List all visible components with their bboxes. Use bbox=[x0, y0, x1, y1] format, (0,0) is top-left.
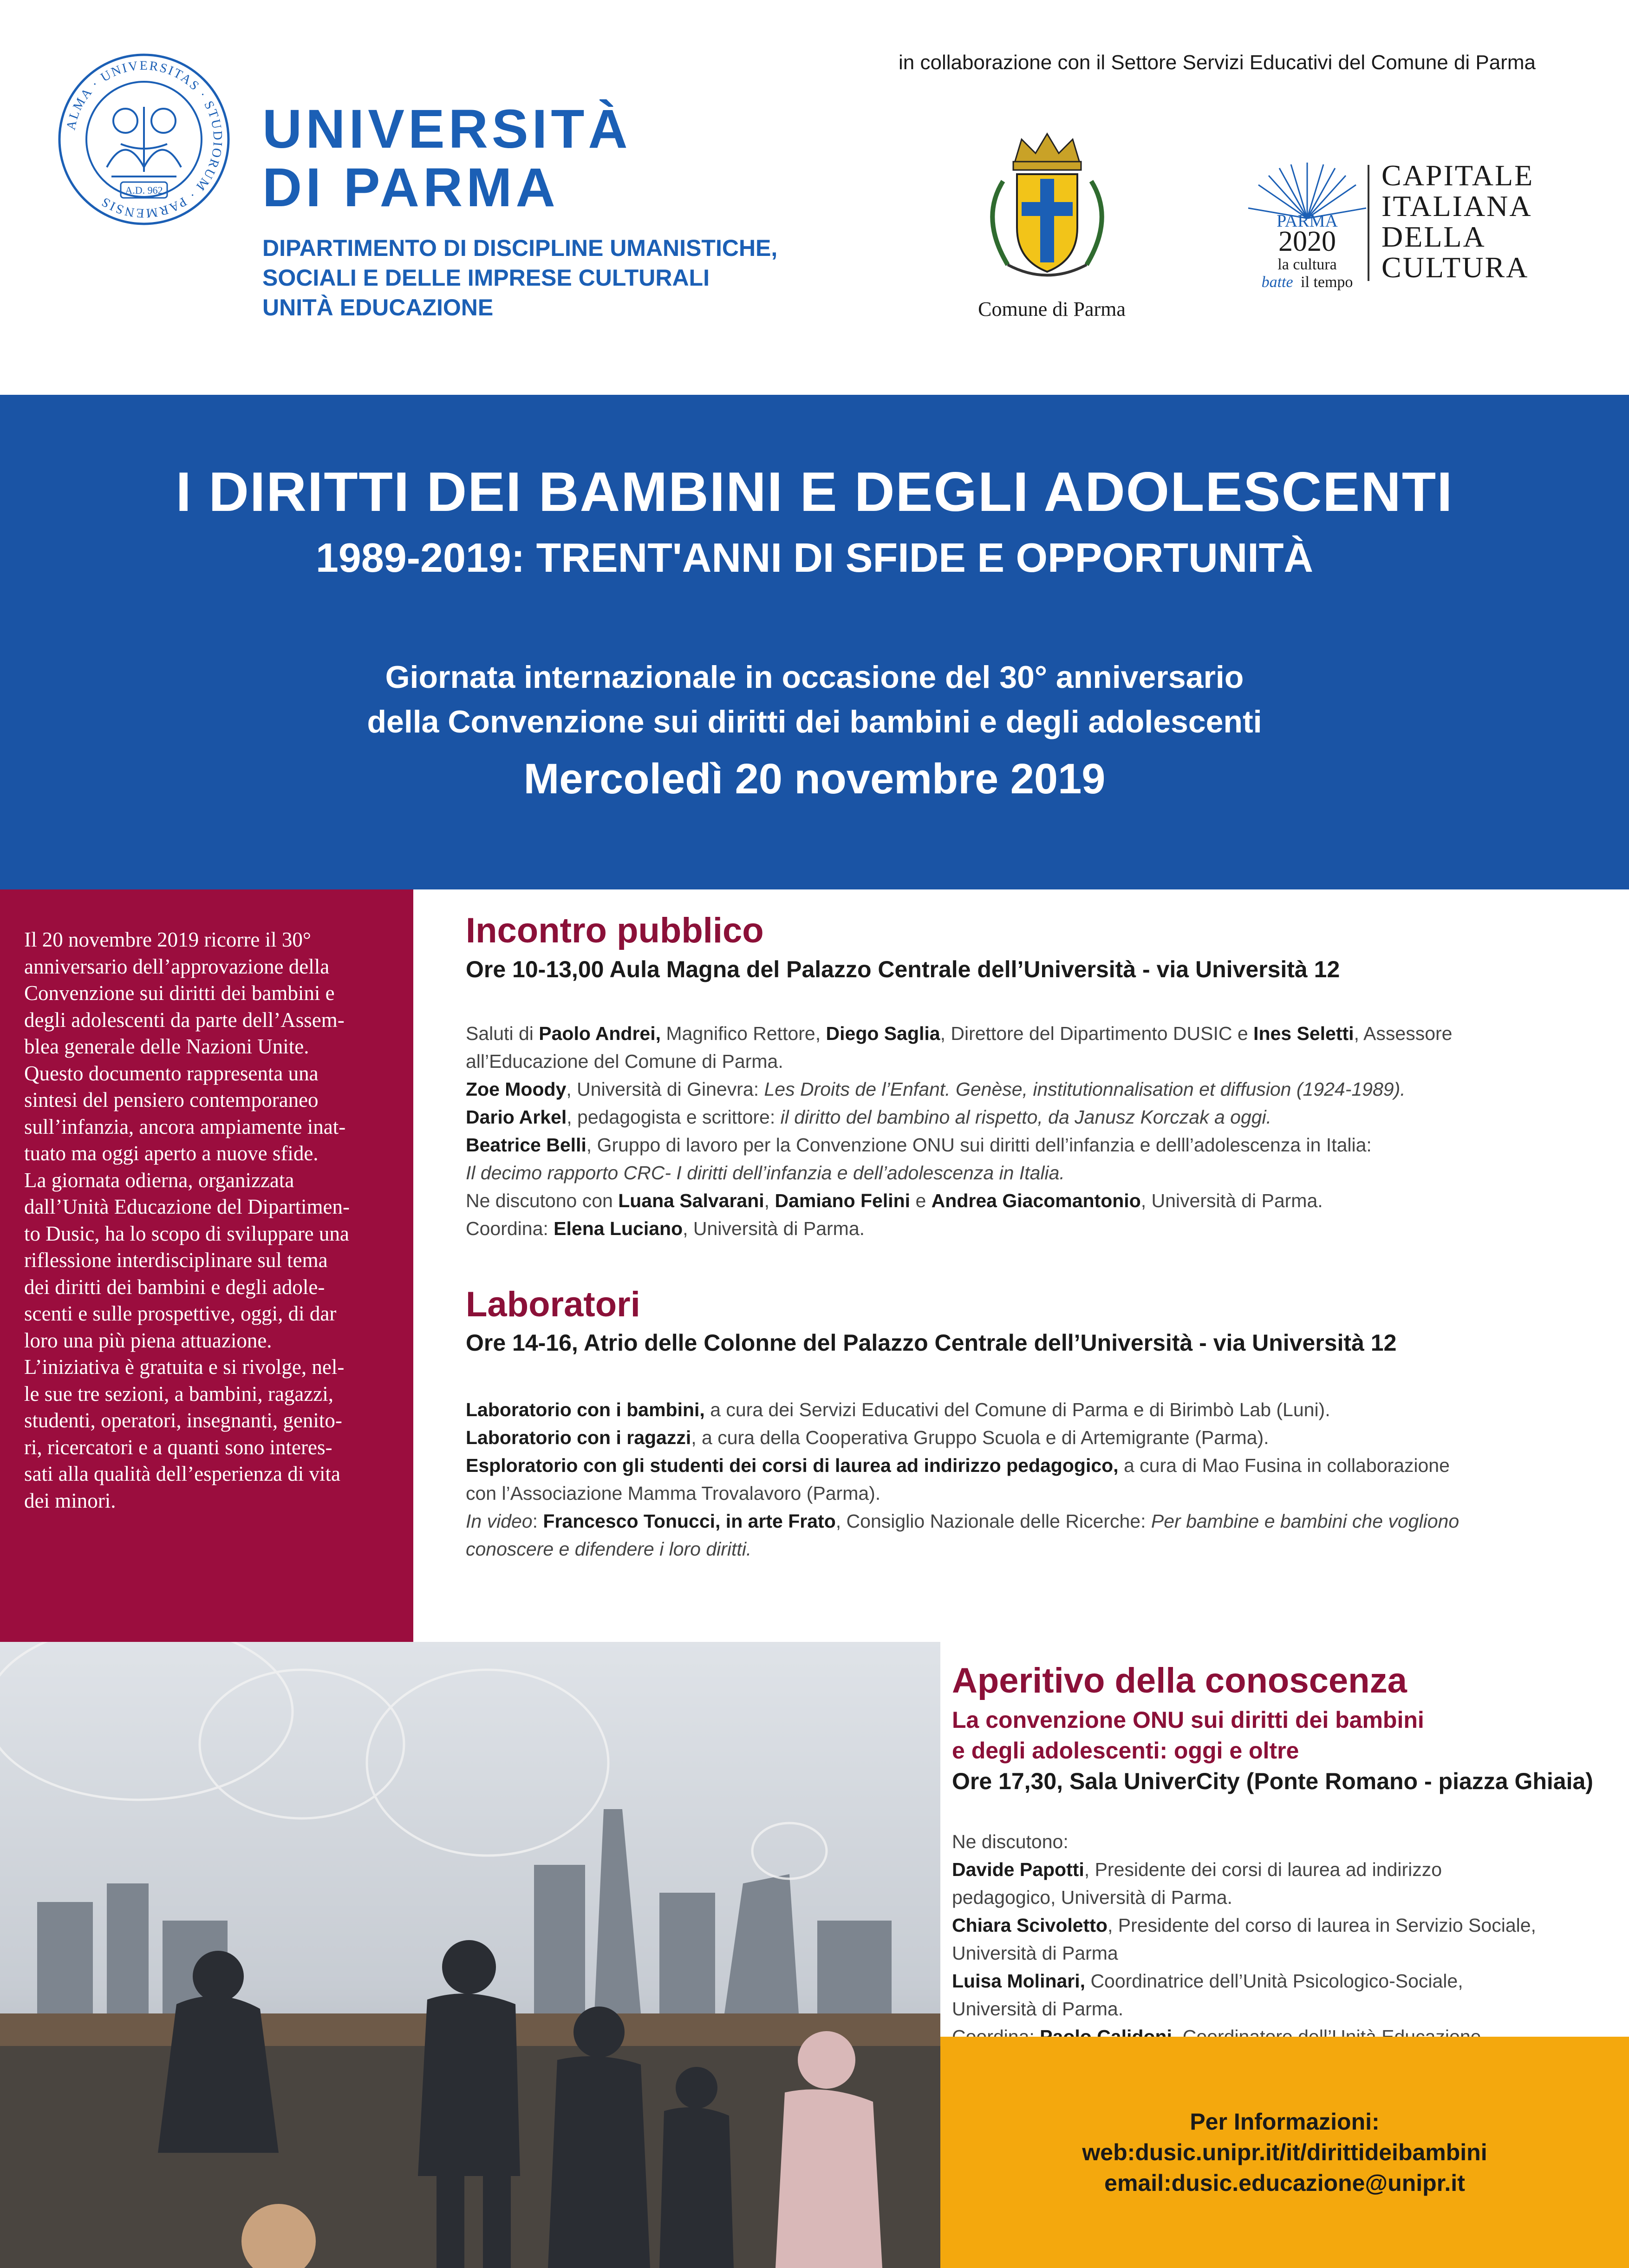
intro-line: Il 20 novembre 2019 ricorre il 30° bbox=[24, 928, 311, 951]
laboratori-program bbox=[466, 1396, 1590, 1563]
info-web-link[interactable]: web:dusic.unipr.it/it/dirittideibambini bbox=[1082, 2139, 1487, 2165]
intro-line: dall’Unità Educazione del Dipartimen- bbox=[24, 1195, 350, 1218]
logo-divider bbox=[1368, 165, 1369, 281]
moody-line: Zoe Moody, Università di Ginevra: Les Droits de l’Enfant. Genèse, institutionnalisation et diffusion (1924-1989). bbox=[466, 1078, 1406, 1100]
belli-title: Il decimo rapporto CRC- I diritti dell’infanzia e dell’adolescenza in Italia. bbox=[466, 1162, 1065, 1183]
banner-date: Mercoledì 20 novembre 2019 bbox=[523, 755, 1106, 803]
capitale-line1: CAPITALE bbox=[1381, 159, 1534, 192]
department-line2: SOCIALI E DELLE IMPRESE CULTURALI bbox=[262, 265, 710, 291]
capitale-line3: DELLA bbox=[1381, 220, 1486, 253]
parma-2020-logo bbox=[1235, 153, 1379, 297]
aperitivo-intro: Ne discutono: bbox=[952, 1831, 1069, 1852]
lab-ragazzi: Laboratorio con i ragazzi, a cura della Cooperativa Gruppo Scuola e di Artemigrante (Parma). bbox=[466, 1427, 1269, 1448]
parma2020-city: PARMA bbox=[1277, 211, 1338, 231]
parma2020-year: 2020 bbox=[1278, 226, 1336, 257]
info-title: Per Informazioni: bbox=[1190, 2109, 1380, 2135]
capitale-line4: CULTURA bbox=[1381, 251, 1529, 284]
aperitivo-subtitle-line2: e degli adolescenti: oggi e oltre bbox=[952, 1738, 1299, 1764]
scivoletto-line: Chiara Scivoletto, Presidente del corso di laurea in Servizio Sociale, bbox=[952, 1915, 1536, 1936]
intro-line: to Dusic, ha lo scopo di sviluppare una bbox=[24, 1222, 349, 1245]
intro-text bbox=[24, 927, 396, 1514]
incontro-when-where: Ore 10-13,00 Aula Magna del Palazzo Centrale dell’Università - via Università 12 bbox=[466, 956, 1340, 982]
esploratorio-line2: con l’Associazione Mamma Trovalavoro (Parma). bbox=[466, 1483, 881, 1504]
intro-line: tuato ma oggi aperto a nuove sfide. bbox=[24, 1142, 319, 1165]
discussants-line: Ne discutono con Luana Salvarani, Damiano Felini e Andrea Giacomantonio, Università di Parma. bbox=[466, 1190, 1323, 1211]
seal-year: A.D. 962 bbox=[125, 184, 163, 196]
coordinator-line: Coordina: Elena Luciano, Università di Parma. bbox=[466, 1218, 865, 1239]
intro-line: blea generale delle Nazioni Unite. bbox=[24, 1035, 309, 1058]
department-name bbox=[262, 233, 777, 322]
banner-line2: della Convenzione sui diritti dei bambini e degli adolescenti bbox=[367, 704, 1262, 739]
saluti-line2: all’Educazione del Comune di Parma. bbox=[466, 1051, 783, 1072]
arkel-line: Dario Arkel, pedagogista e scrittore: il diritto del bambino al rispetto, da Janusz Korczak a oggi. bbox=[466, 1106, 1272, 1128]
banner-description bbox=[0, 655, 1629, 744]
university-name-line2: DI PARMA bbox=[262, 157, 559, 218]
speaker-name: Ines Seletti bbox=[1253, 1023, 1354, 1044]
intro-line: La giornata odierna, organizzata bbox=[24, 1168, 294, 1192]
speaker-name: Diego Saglia bbox=[826, 1023, 940, 1044]
parma2020-motto1: la cultura bbox=[1277, 256, 1337, 273]
svg-text:batte il tempo bbox=[1262, 274, 1353, 291]
children-bubbles-photo bbox=[0, 1642, 940, 2268]
comune-di-parma-crest-logo bbox=[971, 125, 1124, 288]
info-email-link[interactable]: email:dusic.educazione@unipr.it bbox=[1104, 2170, 1465, 2196]
intro-line: dei minori. bbox=[24, 1489, 116, 1512]
intro-line: riflessione interdisciplinare sul tema bbox=[24, 1248, 328, 1272]
intro-line: dei diritti dei bambini e degli adole- bbox=[24, 1275, 325, 1299]
lab-bambini: Laboratorio con i bambini, a cura dei Servizi Educativi del Comune di Parma e di Birimbò Lab (Luni). bbox=[466, 1399, 1330, 1420]
papotti-line: Davide Papotti, Presidente dei corsi di laurea ad indirizzo bbox=[952, 1859, 1442, 1880]
saluti-line: Saluti di Paolo Andrei, Magnifico Rettore, Diego Saglia, Direttore del Dipartimento DUSIC e Ines Seletti, Assessore bbox=[466, 1023, 1453, 1044]
university-name-line1: UNIVERSITÀ bbox=[262, 98, 632, 160]
molinari-line: Luisa Molinari, Coordinatrice dell’Unità Psicologico-Sociale, bbox=[952, 1970, 1463, 1992]
scivoletto-line2: Università di Parma bbox=[952, 1942, 1118, 1964]
video-line: In video: Francesco Tonucci, in arte Frato, Consiglio Nazionale delle Ricerche: Per bambine e bambini che vogliono bbox=[466, 1510, 1460, 1532]
department-line1: DIPARTIMENTO DI DISCIPLINE UMANISTICHE, bbox=[262, 235, 778, 261]
capitale-line2: ITALIANA bbox=[1381, 190, 1532, 222]
aperitivo-subtitle-line1: La convenzione ONU sui diritti dei bambini bbox=[952, 1707, 1424, 1733]
intro-line: le sue tre sezioni, a bambini, ragazzi, bbox=[24, 1382, 333, 1405]
intro-line: loro una più piena attuazione. bbox=[24, 1328, 272, 1352]
speaker-name: Paolo Andrei, bbox=[539, 1023, 661, 1044]
collaboration-note: in collaborazione con il Settore Servizi Educativi del Comune di Parma bbox=[899, 51, 1536, 74]
intro-line: scenti e sulle prospettive, oggi, di dar bbox=[24, 1302, 337, 1325]
intro-line: studenti, operatori, insegnanti, genito- bbox=[24, 1409, 342, 1432]
seal-motto: ALMA · UNIVERSITAS · STUDIORUM · PARMENSIS bbox=[64, 58, 225, 221]
incontro-program bbox=[466, 1020, 1590, 1242]
laboratori-title: Laboratori bbox=[466, 1285, 640, 1324]
intro-line: Convenzione sui diritti dei bambini e bbox=[24, 981, 335, 1005]
papotti-line2: pedagogico, Università di Parma. bbox=[952, 1887, 1232, 1908]
laboratori-when-where: Ore 14-16, Atrio delle Colonne del Palazzo Centrale dell’Università - via Università 12 bbox=[466, 1330, 1397, 1356]
banner-subtitle: 1989-2019: TRENT'ANNI DI SFIDE E OPPORTUNITÀ bbox=[315, 535, 1313, 581]
aperitivo-subtitle bbox=[952, 1705, 1424, 1766]
aperitivo-when-where: Ore 17,30, Sala UniverCity (Ponte Romano - piazza Ghiaia) bbox=[952, 1768, 1593, 1794]
parma2020-motto2a: batte bbox=[1261, 274, 1293, 291]
intro-line: Questo documento rappresenta una bbox=[24, 1061, 319, 1085]
intro-line: ri, ricercatori e a quanti sono interes- bbox=[24, 1435, 332, 1459]
intro-line: sati alla qualità dell’esperienza di vita bbox=[24, 1462, 340, 1485]
molinari-line2: Università di Parma. bbox=[952, 1998, 1124, 2020]
university-name bbox=[262, 100, 632, 217]
capitale-cultura-text bbox=[1381, 160, 1534, 283]
department-line3: UNITÀ EDUCAZIONE bbox=[262, 294, 494, 320]
intro-line: anniversario dell’approvazione della bbox=[24, 954, 330, 978]
belli-line: Beatrice Belli, Gruppo di lavoro per la Convenzione ONU sui diritti dell’infanzia e delll’adolescenza in Italia: bbox=[466, 1134, 1372, 1156]
info-text bbox=[940, 2106, 1629, 2198]
incontro-title: Incontro pubblico bbox=[466, 911, 764, 950]
parma2020-motto2b: il tempo bbox=[1301, 274, 1353, 291]
intro-line: degli adolescenti da parte dell’Assem- bbox=[24, 1008, 345, 1032]
intro-line: sull’infanzia, ancora ampiamente inat- bbox=[24, 1115, 346, 1138]
intro-line: sintesi del pensiero contemporaneo bbox=[24, 1088, 319, 1111]
comune-label: Comune di Parma bbox=[978, 298, 1126, 320]
banner-title: I DIRITTI DEI BAMBINI E DEGLI ADOLESCENTI bbox=[176, 461, 1453, 523]
video-line2: conoscere e difendere i loro diritti. bbox=[466, 1538, 752, 1560]
esploratorio: Esploratorio con gli studenti dei corsi di laurea ad indirizzo pedagogico, a cura di Mao Fusina in collaborazione bbox=[466, 1455, 1450, 1476]
aperitivo-title: Aperitivo della conoscenza bbox=[952, 1661, 1407, 1700]
university-seal-logo bbox=[56, 51, 232, 228]
banner-line1: Giornata internazionale in occasione del 30° anniversario bbox=[385, 660, 1244, 695]
intro-line: L’iniziativa è gratuita e si rivolge, nel- bbox=[24, 1355, 345, 1379]
